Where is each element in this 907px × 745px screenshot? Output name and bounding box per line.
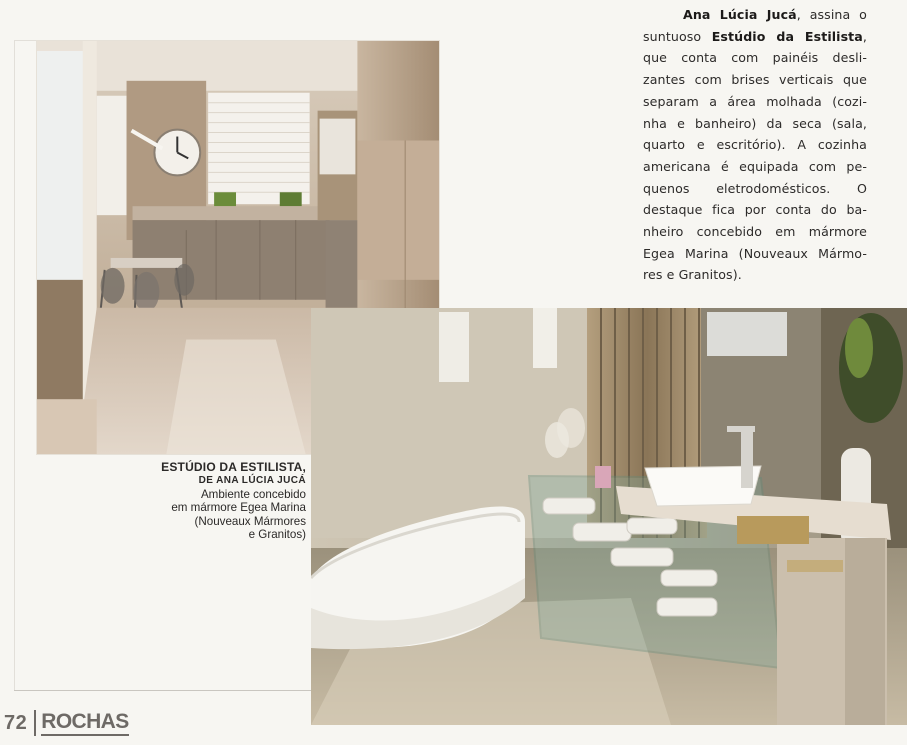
page-number: 72 xyxy=(4,711,28,734)
bathroom-photo xyxy=(311,308,907,725)
intro-line: zantes com brises verticais que xyxy=(643,72,867,88)
intro-paragraph xyxy=(643,4,867,286)
caption-line: em mármore Egea Marina xyxy=(171,501,306,515)
page-rule-horizontal xyxy=(14,690,311,691)
intro-line: nha e banheiro) da seca (sala, xyxy=(643,115,867,131)
intro-line: quenos eletrodomésticos. O xyxy=(643,180,867,196)
intro-line: nheiro concebido em mármore xyxy=(643,224,867,240)
caption-author: DE ANA LÚCIA JUCÁ xyxy=(198,475,306,487)
caption-line: e Granitos) xyxy=(248,528,306,542)
intro-line: Ana Lúcia Jucá, assina o xyxy=(683,7,867,22)
intro-line: destaque fica por conta do ba- xyxy=(643,202,867,218)
intro-line: separam a área molhada (cozi- xyxy=(643,93,867,109)
footer-separator xyxy=(34,710,36,736)
magazine-logo: ROCHAS xyxy=(41,711,128,736)
intro-line: que conta com painéis desli- xyxy=(643,50,867,66)
page-rule-top xyxy=(14,40,36,41)
intro-line: Egea Marina (Nouveaux Mármo- xyxy=(643,245,867,261)
photo-caption xyxy=(140,461,306,541)
caption-title: ESTÚDIO DA ESTILISTA, xyxy=(161,460,306,474)
page-rule-vertical xyxy=(14,40,15,690)
caption-line: (Nouveaux Mármores xyxy=(194,514,306,528)
intro-line: quarto e escritório). A cozinha xyxy=(643,137,867,153)
intro-line: suntuoso Estúdio da Estilista, xyxy=(643,28,867,44)
caption-line: Ambiente concebido xyxy=(200,487,306,501)
intro-line: res e Granitos). xyxy=(643,267,742,283)
intro-line: americana é equipada com pe- xyxy=(643,158,867,174)
page-footer xyxy=(4,708,129,738)
